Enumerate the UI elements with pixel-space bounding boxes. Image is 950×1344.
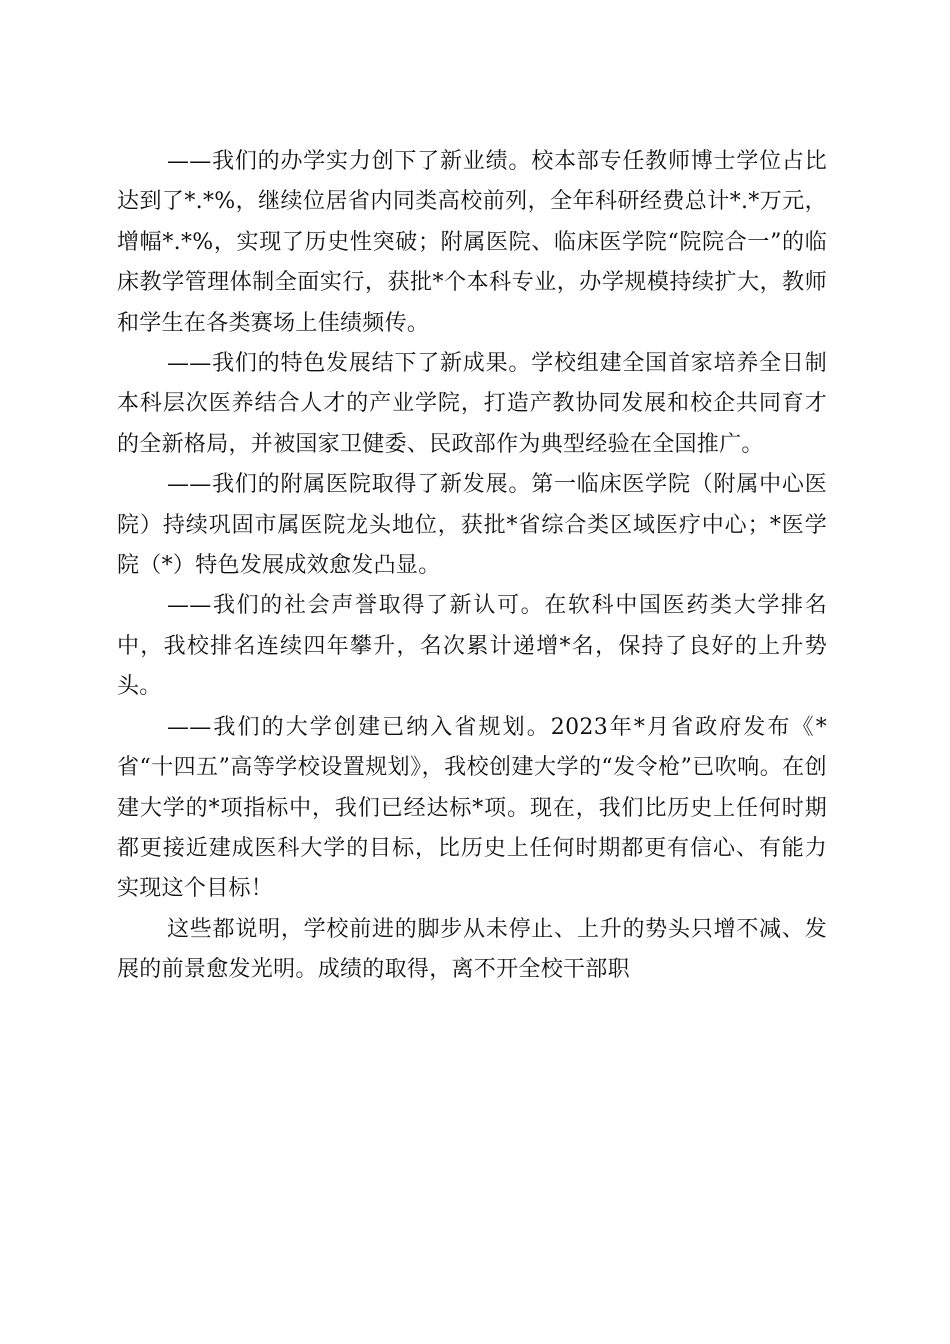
paragraph-university-planning: ——我们的大学创建已纳入省规划。2023年*月省政府发布《*省“十四五”高等学校设置规划》，我校创建大学的“发令枪”已吹响。在创建大学的*项指标中，我们已经达标*项。现在，我们比历史上任何时期都更接近建成医科大学的目标，比历史上任何时期都更有信心、有能力实现这个目标！ [117, 714, 827, 902]
paragraph-featured-development: ——我们的特色发展结下了新成果。学校组建全国首家培养全日制本科层次医养结合人才的产业学院，打造产教协同发展和校企共同育才的全新格局，并被国家卫健委、民政部作为典型经验在全国推广。 [117, 351, 827, 457]
document-body [117, 142, 827, 991]
paragraph-affiliated-hospital: ——我们的附属医院取得了新发展。第一临床医学院（附属中心医院）持续巩固市属医院龙头地位，获批*省综合类区域医疗中心；*医学院（*）特色发展成效愈发凸显。 [117, 472, 827, 579]
paragraph-social-reputation: ——我们的社会声誉取得了新认可。在软科中国医药类大学排名中，我校排名连续四年攀升，名次累计递增*名，保持了良好的上升势头。 [117, 593, 827, 700]
paragraph-summary: 这些都说明，学校前进的脚步从未停止、上升的势头只增不减、发展的前景愈发光明。成绩的取得，离不开全校干部职 [117, 916, 827, 983]
paragraph-academic-strength: ——我们的办学实力创下了新业绩。校本部专任教师博士学位占比达到了*.*%，继续位居省内同类高校前列，全年科研经费总计*.*万元，增幅*.*%，实现了历史性突破；附属医院、临床医学院“院院合一”的临床教学管理体制全面实行，获批*个本科专业，办学规模持续扩大，教师和学生在各类赛场上佳绩频传。 [117, 149, 827, 336]
